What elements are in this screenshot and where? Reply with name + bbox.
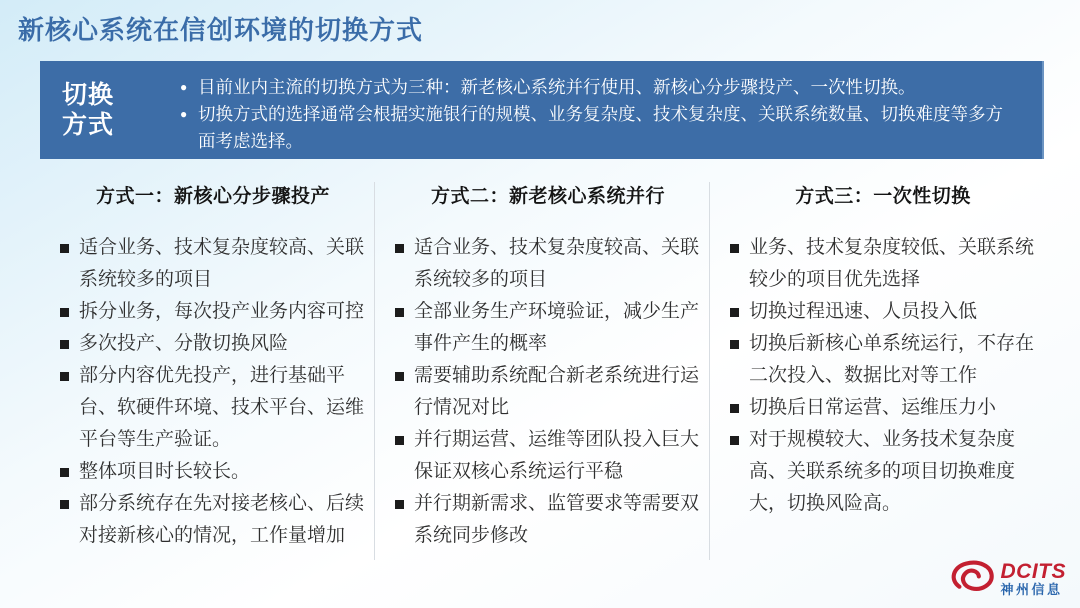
bullet-square-icon [395,308,404,317]
bullet-square-icon [730,404,739,413]
banner-bullet-text: 切换方式的选择通常会根据实施银行的规模、业务复杂度、技术复杂度、关联系统数量、切换难度等多方面考虑选择。 [198,104,1003,151]
dcits-logo [946,557,1067,600]
list-item-text: 切换过程迅速、人员投入低 [749,301,978,322]
bullet-square-icon [730,340,739,349]
list-item [730,232,1036,296]
list-item [730,424,1036,520]
bullet-square-icon [60,500,69,509]
bullet-square-icon [60,468,69,477]
list-item [60,296,366,328]
list-item-text: 适合业务、技术复杂度较高、关联系统较多的项目 [414,237,700,290]
page-title: 新核心系统在信创环境的切换方式 [18,15,424,45]
logo-company: 神州信息 [1000,581,1063,597]
list-item-text: 整体项目时长较长。 [79,461,251,482]
banner-bullet-list [180,61,1044,159]
method-column-2 [374,182,709,560]
list-item [395,488,701,552]
list-item-text: 并行期运营、运维等团队投入巨大保证双核心系统运行平稳 [414,429,700,482]
bullet-square-icon [730,436,739,445]
column-header: 方式三：一次性切换 [795,186,971,207]
list-item [60,456,366,488]
list-item-text: 多次投产、分散切换风险 [79,333,289,354]
bullet-dot-icon: ● [180,80,188,94]
list-item [730,296,1036,328]
list-item-text: 适合业务、技术复杂度较高、关联系统较多的项目 [79,237,365,290]
bullet-square-icon [60,340,69,349]
list-item-text: 需要辅助系统配合新老系统进行运行情况对比 [414,365,700,418]
list-item-text: 切换后日常运营、运维压力小 [749,397,997,418]
list-item-text: 对于规模较大、业务技术复杂度高、关联系统多的项目切换难度大，切换风险高。 [749,429,1016,514]
logo-name: DCITS [1000,559,1066,583]
bullet-square-icon [395,500,404,509]
banner-label [40,61,180,159]
list-item [395,360,701,424]
bullet-square-icon [395,372,404,381]
bullet-square-icon [395,436,404,445]
banner-bullet-item [180,74,1018,101]
method-column-3 [709,182,1044,560]
column-header: 方式一：新核心分步骤投产 [95,186,330,207]
banner-label-line1: 切换 [62,81,115,109]
banner-label-line2: 方式 [62,111,115,139]
list-item [730,328,1036,392]
column-header: 方式二：新老核心系统并行 [430,186,665,207]
bullet-square-icon [395,244,404,253]
list-item [60,488,366,552]
list-item [730,392,1036,424]
banner-bullet-text: 目前业内主流的切换方式为三种：新老核心系统并行使用、新核心分步骤投产、一次性切换。 [198,77,916,97]
bullet-dot-icon: ● [180,107,188,121]
bullet-square-icon [60,308,69,317]
list-item [60,232,366,296]
logo-text [1001,561,1067,597]
list-item-text: 部分内容优先投产，进行基础平台、软硬件环境、技术平台、运维平台等生产验证。 [79,365,365,450]
list-item-text: 切换后新核心单系统运行，不存在二次投入、数据比对等工作 [749,333,1035,386]
list-item-text: 全部业务生产环境验证，减少生产事件产生的概率 [414,301,700,354]
list-item-text: 拆分业务，每次投产业务内容可控 [79,301,365,322]
list-item [60,360,366,456]
list-item [395,232,701,296]
bullet-square-icon [730,308,739,317]
banner-bullet-item [180,101,1018,155]
switch-method-banner [40,61,1044,159]
list-item [60,328,366,360]
list-item-text: 并行期新需求、监管要求等需要双系统同步修改 [414,493,700,546]
bullet-square-icon [60,372,69,381]
bullet-square-icon [60,244,69,253]
list-item-text: 业务、技术复杂度较低、关联系统较少的项目优先选择 [749,237,1035,290]
methods-columns [40,182,1044,560]
list-item-text: 部分系统存在先对接老核心、后续对接新核心的情况，工作量增加 [79,493,365,546]
list-item [395,296,701,360]
list-item [395,424,701,488]
bullet-square-icon [730,244,739,253]
dcits-swirl-icon [946,557,996,600]
method-column-1 [40,182,374,560]
